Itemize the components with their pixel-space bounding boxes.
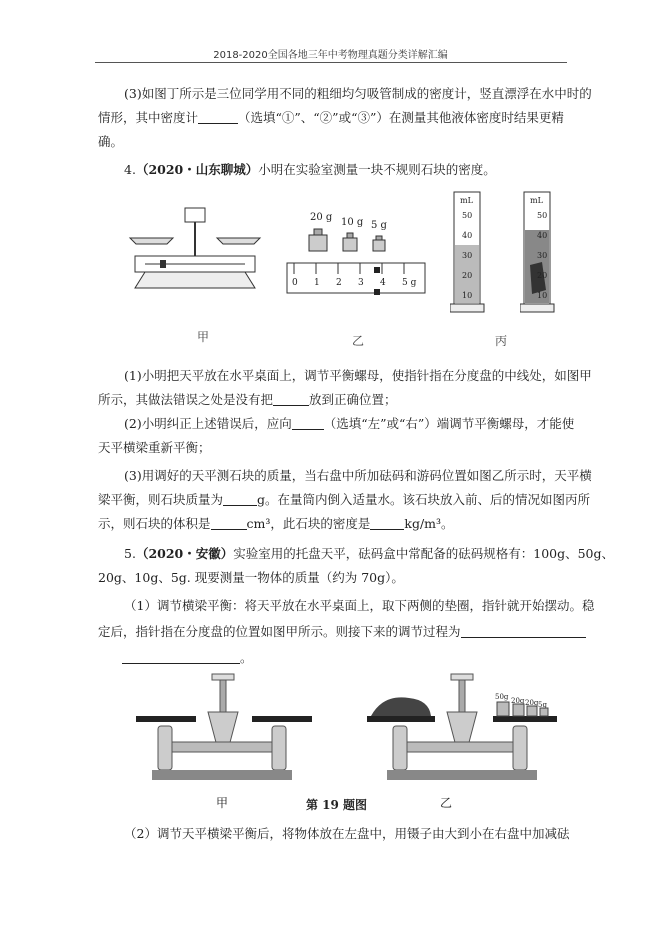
- q4-p3-line3: 示，则石块的体积是 cm³，此石块的密度是 kg/m³。: [98, 516, 454, 531]
- weight2-50: 50g: [495, 693, 509, 701]
- weights-icon: [305, 225, 395, 255]
- page-header: 2018-2020全国各地三年中考物理真题分类详解汇编: [213, 50, 448, 61]
- weight2-20a: 20g: [511, 697, 525, 705]
- fig-label-bing: 丙: [495, 334, 508, 348]
- q3-line2: 情形，其中密度计 （选填“①”、“②”或“③”）在测量其他液体密度时结果更精: [98, 110, 564, 125]
- weight-label-5: 5 g: [371, 220, 387, 231]
- answer-blank[interactable]: [198, 110, 238, 124]
- balance-figure-left: [132, 672, 312, 790]
- q5-p1-line3: 。: [98, 646, 568, 670]
- q5-fig-right-label: 乙: [440, 796, 453, 810]
- q4-p2-line1: (2)小明纠正上述错误后，应向 （选填“左”或“右”）端调节平衡螺母，才能使: [124, 416, 575, 431]
- answer-blank[interactable]: [292, 416, 324, 430]
- weight2-5: 5g: [538, 701, 547, 709]
- answer-blank[interactable]: [273, 392, 309, 406]
- q4-stem: 4.（2020・山东聊城）小明在实验室测量一块不规则石块的密度。: [124, 162, 496, 177]
- fig-label-jia: 甲: [197, 330, 210, 344]
- answer-blank[interactable]: [370, 516, 404, 530]
- weight-label-20: 20 g: [310, 212, 333, 223]
- q4-p2-line2: 天平横梁重新平衡；: [98, 440, 211, 455]
- cylinder-unit-a: mL: [460, 196, 473, 205]
- cylinder-ticks-a: 50 40 30 20 10: [462, 211, 473, 300]
- cylinder-unit-b: mL: [530, 196, 543, 205]
- balance-figure-a: [125, 200, 265, 300]
- q4-p1-line2: 所示，其做法错误之处是没有把 放到正确位置；: [98, 392, 397, 407]
- q3-line3: 确。: [98, 134, 124, 149]
- fig-label-yi: 乙: [352, 334, 365, 348]
- q5-p1-line1: （1）调节横梁平衡：将天平放在水平桌面上，取下两侧的垫圈，指针就开始摆动。稳: [124, 598, 595, 613]
- rider-scale-ticks: 0 1 2 3 4 5 g: [292, 278, 417, 288]
- q5-stem-line1: 5.（2020・安徽）实验室用的托盘天平，砝码盒中常配备的砝码规格有：100g、50g、: [124, 546, 615, 561]
- weight2-20b: 20g: [525, 699, 539, 707]
- header-rule: [95, 62, 567, 63]
- q5-fig-caption: 第 19 题图: [306, 798, 368, 812]
- q5-fig-left-label: 甲: [216, 796, 229, 810]
- q4-p3-line2: 梁平衡，则石块质量为 g。在量筒内倒入适量水。该石块放入前、后的情况如图丙所: [98, 492, 591, 507]
- q4-p3-line1: (3)用调好的天平测石块的质量，当右盘中所加砝码和游码位置如图乙所示时，天平横: [124, 468, 592, 483]
- answer-blank[interactable]: [461, 624, 586, 638]
- balance-figure-right: [363, 672, 563, 790]
- answer-blank[interactable]: [223, 492, 257, 506]
- answer-blank[interactable]: [211, 516, 247, 530]
- q5-p2: （2）调节天平横梁平衡后，将物体放在左盘中，用镊子由大到小在右盘中加减砝: [124, 826, 570, 841]
- weight-label-10: 10 g: [341, 217, 364, 228]
- q4-p1-line1: (1)小明把天平放在水平桌面上，调节平衡螺母，使指针指在分度盘的中线处，如图甲: [124, 368, 592, 383]
- q5-stem-line2: 20g、10g、5g. 现要测量一物体的质量（约为 70g）。: [98, 570, 404, 585]
- q5-p1-line2: 定后，指针指在分度盘的位置如图甲所示。则接下来的调节过程为: [98, 620, 568, 644]
- answer-blank[interactable]: [122, 650, 240, 664]
- q3-line1: (3)如图丁所示是三位同学用不同的粗细均匀吸管制成的密度计，竖直漂浮在水中时的: [124, 86, 592, 101]
- cylinder-ticks-b: 50 40 30 20 10: [537, 211, 548, 300]
